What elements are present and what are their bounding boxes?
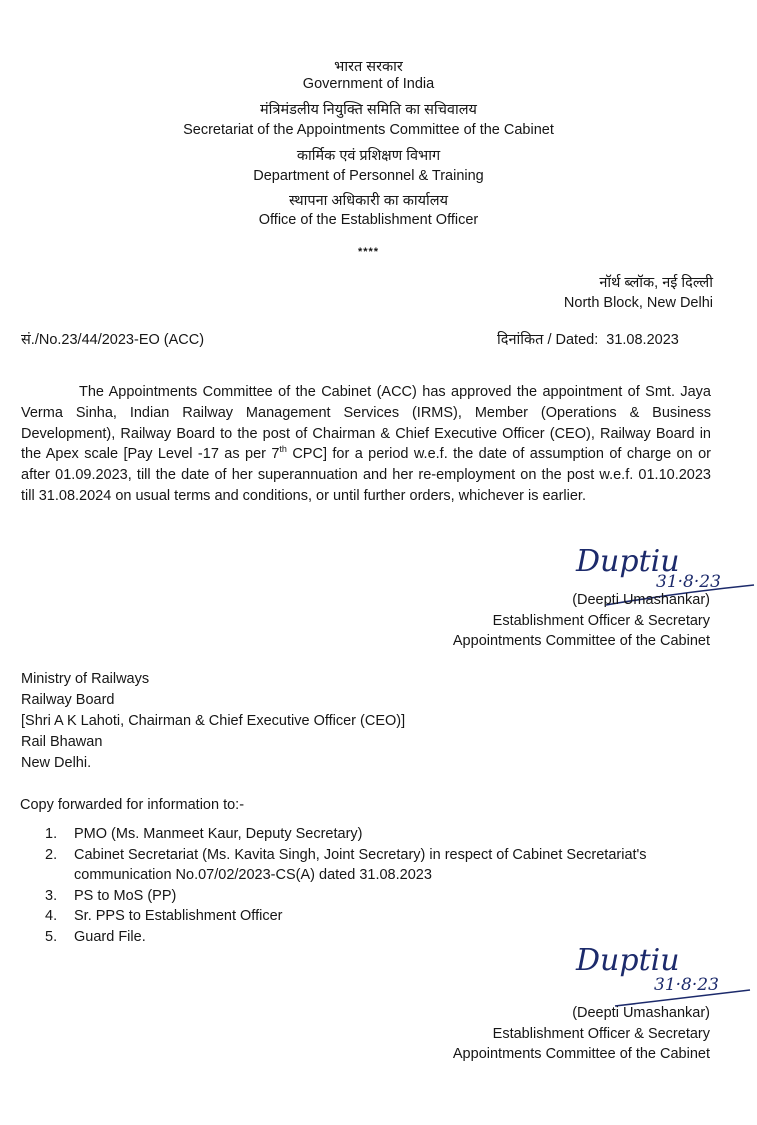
copy-list xyxy=(20,824,720,947)
signatory-organisation: Appointments Committee of the Cabinet xyxy=(452,1046,710,1062)
list-item-number: 2. xyxy=(45,846,58,863)
list-item xyxy=(20,845,720,886)
list-item-number: 1. xyxy=(45,826,58,842)
date-line xyxy=(497,329,679,349)
header-department-hindi: कार्मिक एवं प्रशिक्षण विभाग xyxy=(296,148,441,164)
body-text-part1: The Appointments Committee of the Cabinet (ACC) has approved the appointment of Smt. Jaya Verma Sinha, Indian Railway Management Services (IRMS), Member (Operations & Business Development), Railway Board to the post of Chairman & Chief Executive Officer (CEO), Railway Board in the Apex scale [Pay Level -17 as per 7 xyxy=(21,384,711,463)
body-text-part2: CPC] for a period w.e.f. the date of assumption of charge on or after 01.09.2023, till the date of her superannuation and her re-employment on the post w.e.f. 01.10.2023 till 31.08.2024 on usual terms and conditions, or until further orders, whichever is earlier. xyxy=(21,446,711,504)
list-item-text: PMO (Ms. Manmeet Kaur, Deputy Secretary) xyxy=(74,826,363,842)
signatory-name: (Deepti Umashankar) xyxy=(572,592,710,608)
header-separator: **** xyxy=(357,246,380,258)
signature-date: 31·8·23 xyxy=(656,572,721,592)
addressee-line-4: Rail Bhawan xyxy=(21,734,103,750)
list-item-number: 4. xyxy=(45,908,58,924)
body-paragraph xyxy=(21,382,711,507)
addressee-line-1: Ministry of Railways xyxy=(21,671,150,687)
signature-scrawl: Duptiu xyxy=(576,943,680,978)
list-item-text: Guard File. xyxy=(74,928,146,945)
addressee-line-2: Railway Board xyxy=(21,692,115,708)
signatory-designation: Establishment Officer & Secretary xyxy=(492,612,710,629)
handwritten-signature xyxy=(570,930,755,1010)
signature-block-1 xyxy=(453,590,710,652)
list-item xyxy=(20,824,720,845)
signatory-name: (Deepti Umashankar) xyxy=(572,1005,710,1021)
header-secretariat-hindi: मंत्रिमंडलीय नियुक्ति समिति का सचिवालय xyxy=(260,102,477,118)
signature-block-2 xyxy=(453,1003,710,1065)
header-secretariat-english: Secretariat of the Appointments Committee of the Cabinet xyxy=(183,122,554,138)
location-english: North Block, New Delhi xyxy=(563,295,713,311)
signatory-organisation: Appointments Committee of the Cabinet xyxy=(452,633,710,649)
list-item-text: PS to MoS (PP) xyxy=(74,887,177,904)
reference-number: सं./No.23/44/2023-EO (ACC) xyxy=(21,332,205,348)
list-item xyxy=(20,906,720,927)
header-govt-hindi: भारत सरकार xyxy=(334,59,403,75)
list-item-number: 3. xyxy=(45,887,58,904)
header-department-english: Department of Personnel & Training xyxy=(253,168,484,184)
copy-forwarded-heading: Copy forwarded for information to:- xyxy=(20,797,245,813)
list-item-text: Cabinet Secretariat (Ms. Kavita Singh, Joint Secretary) in respect of Cabinet Secretariat's communication No.07/02/2023-CS(A) dated 31.08.2023 xyxy=(74,846,647,883)
dated-label: दिनांकित / Dated: xyxy=(497,332,599,348)
list-item-text: Sr. PPS to Establishment Officer xyxy=(74,908,283,924)
signature-date: 31·8·23 xyxy=(654,975,719,995)
signatory-designation: Establishment Officer & Secretary xyxy=(492,1025,710,1042)
signature-scrawl: Duptiu xyxy=(576,544,680,579)
body-superscript: th xyxy=(279,444,287,455)
addressee-line-3: [Shri A K Lahoti, Chairman & Chief Executive Officer (CEO)] xyxy=(21,713,406,729)
header-office-hindi: स्थापना अधिकारी का कार्यालय xyxy=(288,193,448,209)
header-govt-english: Government of India xyxy=(302,76,435,92)
list-item-number: 5. xyxy=(45,928,58,945)
header-office-english: Office of the Establishment Officer xyxy=(258,212,479,228)
addressee-line-5: New Delhi. xyxy=(21,755,92,771)
dated-value: 31.08.2023 xyxy=(606,332,679,348)
location-hindi: नॉर्थ ब्लॉक, नई दिल्ली xyxy=(599,275,713,291)
list-item xyxy=(20,886,720,907)
